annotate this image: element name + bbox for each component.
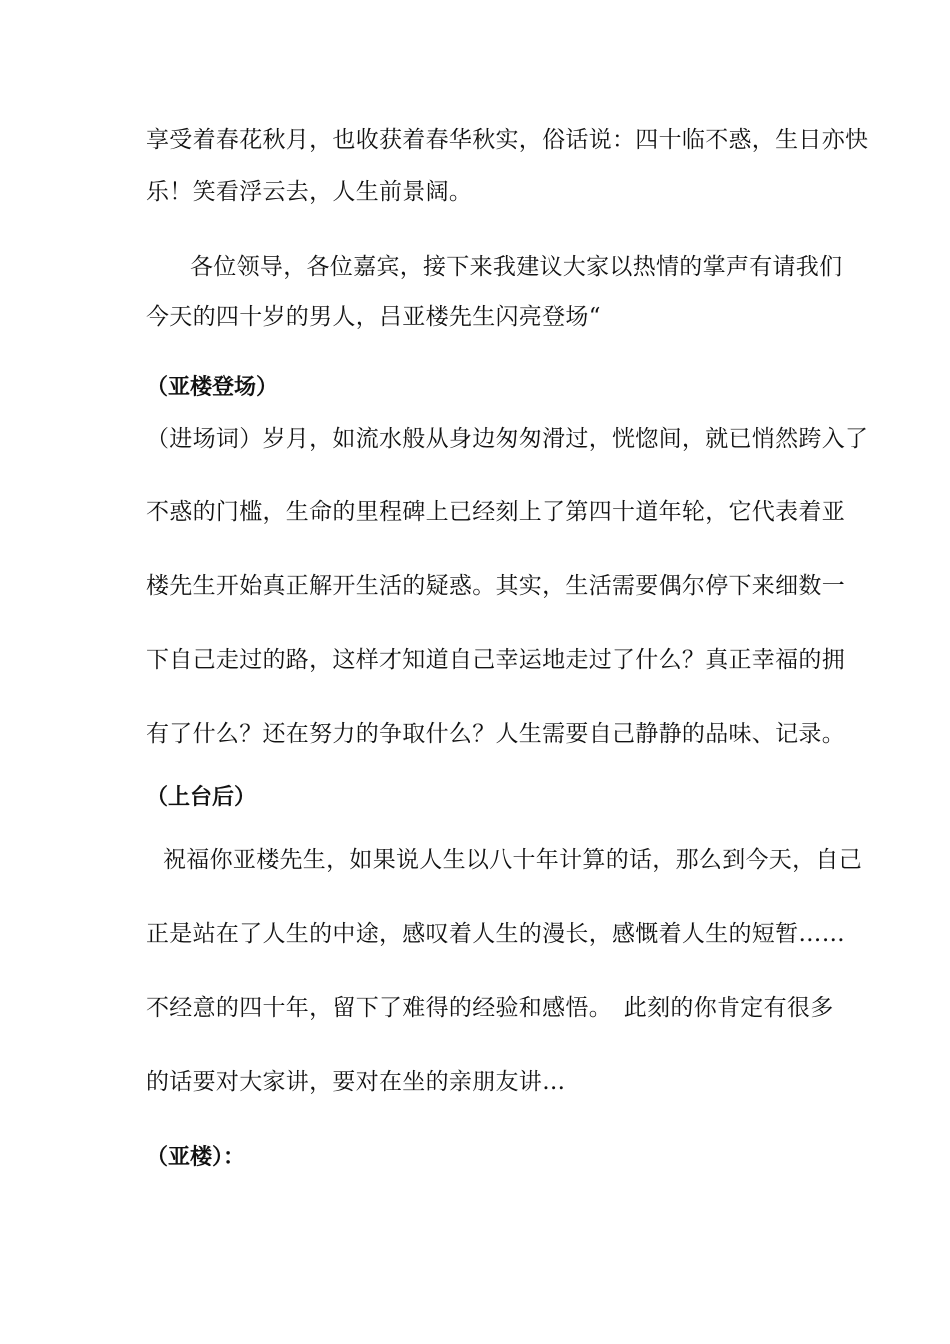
section-heading-yalou: （亚楼）： [146,1145,246,1170]
section-heading-on-stage: （上台后） [146,785,257,810]
paragraph-1-line-1: 享受着春花秋月，也收获着春华秋实，俗话说：四十临不惑，生日亦快 [146,127,869,153]
paragraph-2-line-2: 今天的四十岁的男人，吕亚楼先生闪亮登场“ [146,304,601,330]
paragraph-3-line-3: 楼先生开始真正解开生活的疑惑。其实，生活需要偶尔停下来细数一 [146,573,845,599]
section-heading-yalou-entrance: （亚楼登场） [146,375,279,400]
paragraph-3-line-2: 不惑的门槛，生命的里程碑上已经刻上了第四十道年轮，它代表着亚 [146,499,845,525]
paragraph-3-line-1: （进场词）岁月，如流水般从身边匆匆滑过，恍惚间，就已悄然跨入了 [146,426,869,452]
paragraph-2-line-1: 各位领导，各位嘉宾，接下来我建议大家以热情的掌声有请我们 [190,254,843,280]
paragraph-4-line-4: 的话要对大家讲，要对在坐的亲朋友讲… [146,1069,566,1095]
paragraph-4-line-1: 祝福你亚楼先生，如果说人生以八十年计算的话，那么到今天，自己 [163,847,862,873]
paragraph-4-line-2: 正是站在了人生的中途，感叹着人生的漫长，感慨着人生的短暂…… [146,921,845,947]
paragraph-1-line-2: 乐！笑看浮云去，人生前景阔。 [146,179,473,205]
paragraph-3-line-5: 有了什么？还在努力的争取什么？人生需要自己静静的品味、记录。 [146,721,845,747]
paragraph-4-line-3: 不经意的四十年，留下了难得的经验和感悟。 此刻的你肯定有很多 [146,995,834,1021]
paragraph-3-line-4: 下自己走过的路，这样才知道自己幸运地走过了什么？真正幸福的拥 [146,647,845,673]
